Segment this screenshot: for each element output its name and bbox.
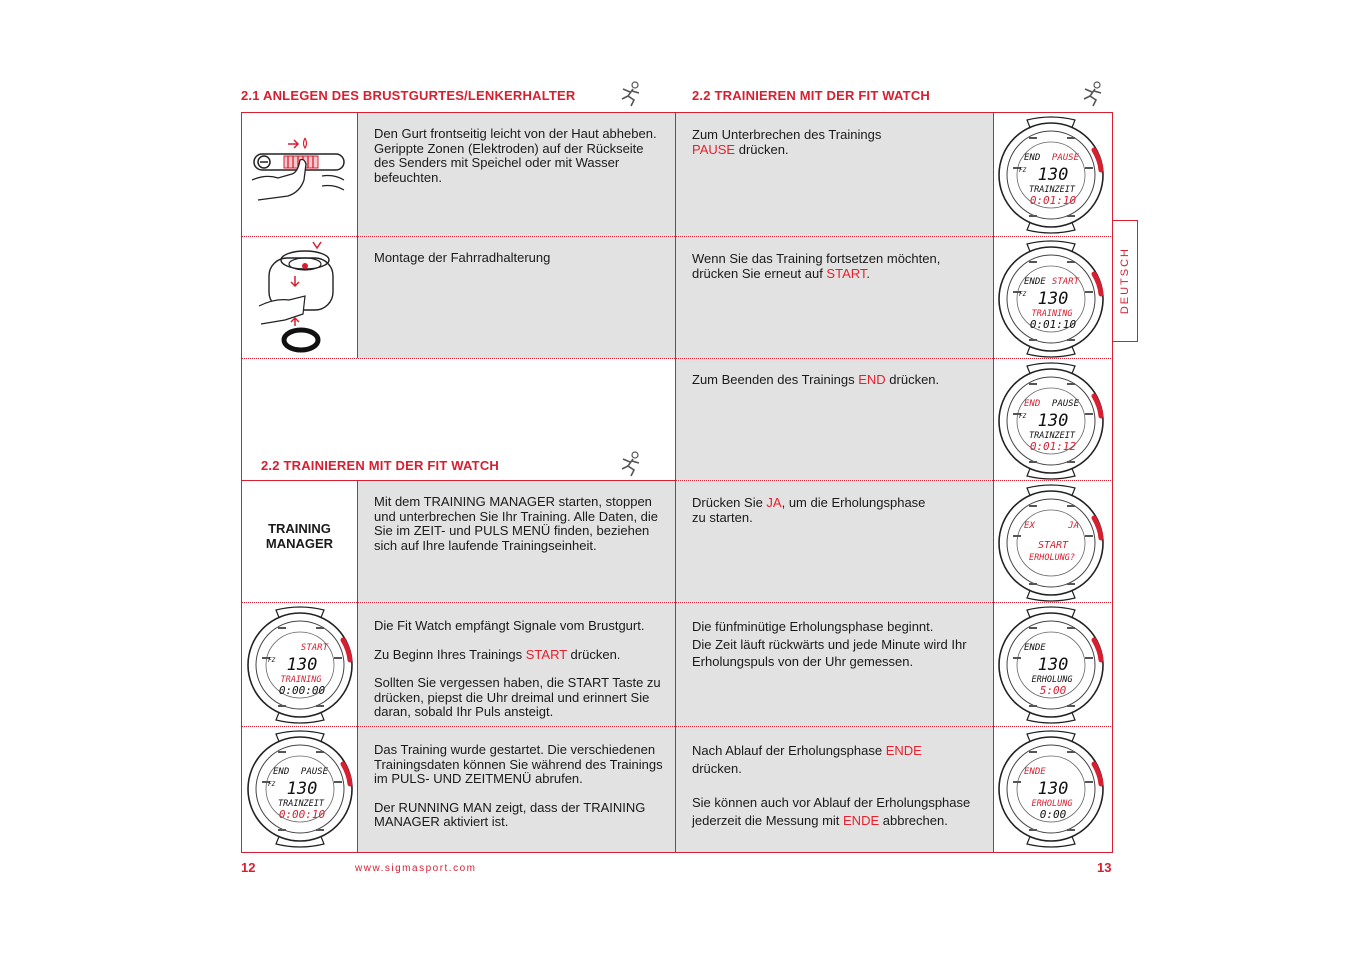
svg-text:END: END — [1024, 153, 1041, 163]
running-man-icon — [1076, 80, 1106, 108]
svg-text:TRAINZEIT: TRAINZEIT — [1028, 185, 1076, 195]
website-url[interactable]: www.sigmasport.com — [355, 863, 477, 874]
section-heading-2-2-left: 2.2 TRAINIEREN MIT DER FIT WATCH — [261, 458, 499, 473]
svg-text:TRAINZEIT: TRAINZEIT — [277, 799, 325, 809]
svg-text:5:00: 5:00 — [1039, 684, 1067, 697]
svg-text:130: 130 — [1037, 411, 1069, 431]
training-manager-description: Mit dem TRAINING MANAGER starten, stoppen und unterbrechen Sie Ihr Training. Alle Daten, die Sie im ZEIT- und PULS MENÜ finden, beziehen sich auf Ihre laufende Trainingseinheit. — [374, 494, 659, 553]
language-tab[interactable]: DEUTSCH — [1113, 220, 1138, 342]
watch-display-recovery-countdown — [997, 606, 1105, 729]
watch-display-end — [997, 362, 1105, 485]
watch-display-pause — [997, 116, 1105, 239]
row5-text: Das Training wurde gestartet. Die verschiedenen Trainingsdaten können Sie während des Trainings im PULS- UND ZEITMENÜ abrufen. Der RUNNING MAN zeigt, dass der TRAINING MANAGER aktiviert ist. — [374, 742, 663, 829]
recovery-end-text: Nach Ablauf der Erholungsphase ENDE drücken. Sie können auch vor Ablauf der Erholungsphase jederzeit die Messung mit ENDE abbrechen. — [692, 743, 971, 828]
svg-text:130: 130 — [286, 779, 318, 799]
svg-text:0:01:12: 0:01:12 — [1029, 440, 1077, 453]
svg-text:0:00:10: 0:00:10 — [278, 808, 326, 821]
svg-text:130: 130 — [1037, 655, 1069, 675]
section-heading-2-2-right: 2.2 TRAINIEREN MIT DER FIT WATCH — [692, 88, 930, 103]
svg-text:FZ: FZ — [1019, 291, 1027, 298]
svg-text:END: END — [1024, 399, 1041, 409]
svg-text:START: START — [300, 643, 328, 653]
svg-text:0:01:10: 0:01:10 — [1029, 318, 1077, 331]
svg-text:130: 130 — [1037, 289, 1069, 309]
training-manager-label: TRAINING MANAGER — [265, 521, 334, 551]
svg-text:START: START — [1037, 540, 1069, 551]
svg-text:FZ: FZ — [1019, 413, 1027, 420]
svg-text:END: END — [273, 767, 290, 777]
recovery-phase-text: Die fünfminütige Erholungsphase beginnt. Die Zeit läuft rückwärts und jede Minute wird Ihr Erholungspuls von der Uhr gemessen. — [692, 619, 967, 669]
running-man-icon — [614, 80, 644, 108]
svg-text:FZ: FZ — [268, 781, 276, 788]
svg-text:ENDE: ENDE — [1024, 277, 1046, 287]
svg-text:EX: EX — [1024, 521, 1035, 531]
page-number-right: 13 — [1097, 860, 1112, 875]
svg-text:JA: JA — [1068, 521, 1079, 531]
svg-text:ERHOLUNG: ERHOLUNG — [1031, 675, 1073, 685]
strap-instructions: Den Gurt frontseitig leicht von der Haut abheben. Gerippte Zonen (Elektroden) auf der Rückseite des Senders mit Speichel oder mit Wasser befeuchten. — [374, 126, 657, 185]
running-man-icon — [614, 450, 644, 478]
svg-text:130: 130 — [1037, 165, 1069, 185]
bike-mount-caption: Montage der Fahrradhalterung — [374, 250, 551, 265]
svg-text:ERHOLUNG: ERHOLUNG — [1031, 799, 1073, 809]
svg-text:0:01:10: 0:01:10 — [1029, 194, 1077, 207]
svg-text:ENDE: ENDE — [1024, 643, 1046, 653]
svg-text:PAUSE: PAUSE — [1051, 153, 1079, 163]
svg-text:0:00: 0:00 — [1039, 808, 1067, 821]
end-instruction: Zum Beenden des Trainings END drücken. — [692, 372, 940, 387]
svg-text:PAUSE: PAUSE — [1051, 399, 1079, 409]
svg-text:TRAINZEIT: TRAINZEIT — [1028, 431, 1076, 441]
watch-display-recovery-question — [997, 484, 1105, 607]
svg-text:TRAINING: TRAINING — [280, 675, 322, 685]
pause-instruction: Zum Unterbrechen des Trainings PAUSE drücken. — [692, 127, 882, 157]
svg-text:TRAINING: TRAINING — [1031, 309, 1073, 319]
svg-text:ENDE: ENDE — [1024, 767, 1046, 777]
page-number-left: 12 — [241, 860, 256, 875]
svg-text:PAUSE: PAUSE — [300, 767, 328, 777]
svg-text:START: START — [1051, 277, 1079, 287]
svg-text:130: 130 — [286, 655, 318, 675]
bike-mount-illustration — [255, 240, 347, 355]
row4-text: Die Fit Watch empfängt Signale vom Brustgurt. Zu Beginn Ihres Trainings START drücken. Sollten Sie vergessen haben, die START Taste zu drücken, piepst die Uhr dreimal und erinnert Sie daran, sobald Ihr Puls ansteigt. — [374, 618, 661, 719]
svg-text:130: 130 — [1037, 779, 1069, 799]
watch-display-recovery-finished — [997, 730, 1105, 853]
svg-text:FZ: FZ — [1019, 167, 1027, 174]
watch-display-start — [246, 606, 354, 729]
recovery-start-instruction: Drücken Sie JA, um die Erholungsphase zu starten. — [692, 495, 926, 525]
svg-text:0:00:00: 0:00:00 — [278, 684, 326, 697]
resume-instruction: Wenn Sie das Training fortsetzen möchten, drücken Sie erneut auf START. — [692, 251, 941, 281]
chest-strap-illustration — [248, 130, 350, 210]
watch-display-resume — [997, 240, 1105, 363]
svg-text:FZ: FZ — [268, 657, 276, 664]
section-heading-2-1: 2.1 ANLEGEN DES BRUSTGURTES/LENKERHALTER — [241, 88, 576, 103]
watch-display-training-started — [246, 730, 354, 853]
svg-text:ERHOLUNG?: ERHOLUNG? — [1028, 553, 1076, 563]
